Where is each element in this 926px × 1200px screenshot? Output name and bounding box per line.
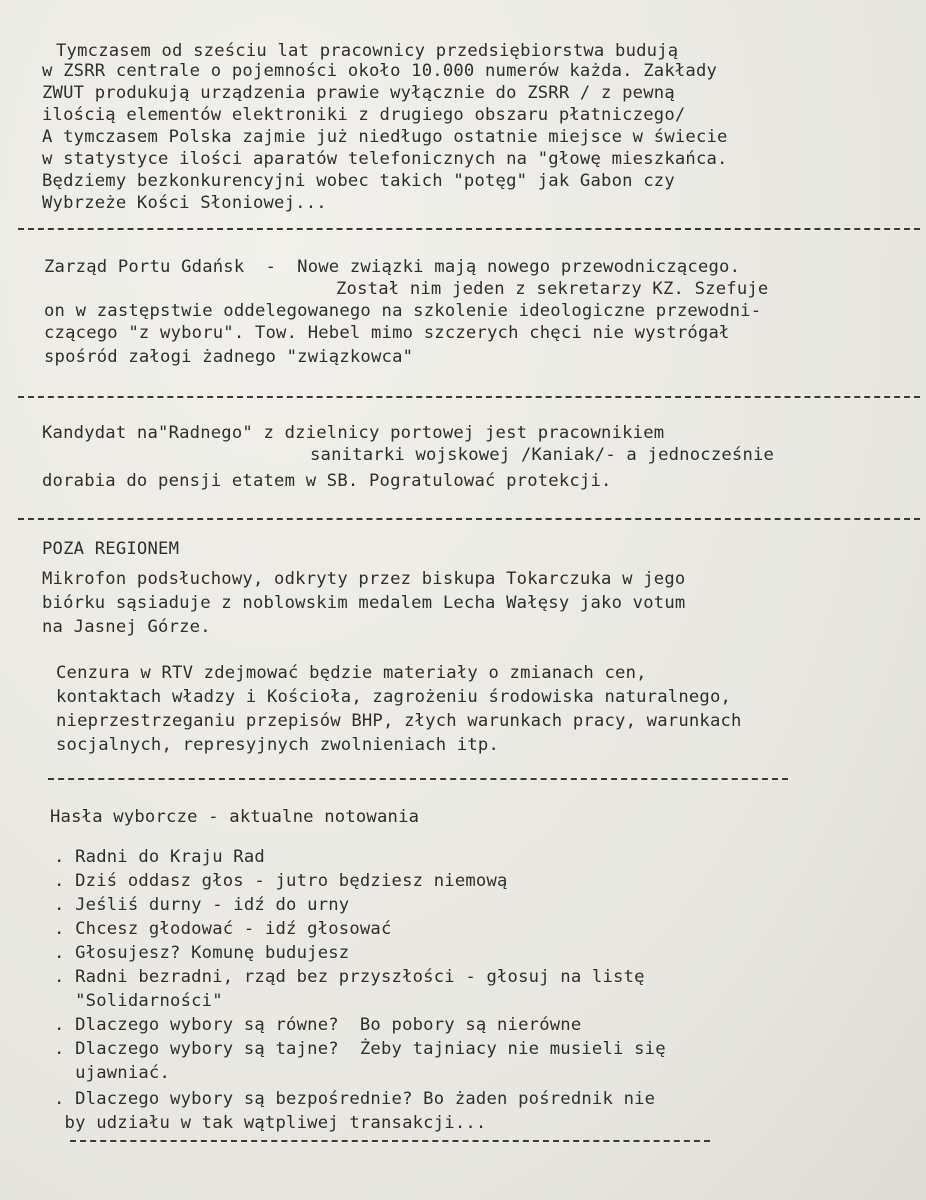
text-line: ilością elementów elektroniki z drugiego obszaru płatniczego/ (42, 105, 686, 125)
text-line: spośród załogi żadnego "związkowca" (44, 347, 414, 367)
slogan-item: . Radni bezradni, rząd bez przyszłości - głosuj na listę (54, 967, 645, 987)
dashed-divider (48, 778, 788, 780)
slogan-item: "Solidarności" (54, 991, 223, 1011)
text-line: w statystyce ilości aparatów telefonicznych na "głowę mieszkańca. (42, 149, 728, 169)
text-line: on w zastępstwie oddelegowanego na szkolenie ideologiczne przewodni- (44, 301, 762, 321)
dashed-divider (70, 1140, 710, 1142)
slogan-item: . Chcesz głodować - idź głosować (54, 919, 392, 939)
text-line: Tymczasem od sześciu lat pracownicy przedsiębiorstwa budują (56, 41, 679, 61)
text-line: czącego "z wyboru". Tow. Hebel mimo szczerych chęci nie wystrógał (44, 323, 730, 343)
text-line: kontaktach władzy i Kościoła, zagrożeniu środowiska naturalnego, (56, 687, 732, 707)
slogan-item: . Dlaczego wybory są bezpośrednie? Bo żaden pośrednik nie (54, 1089, 656, 1109)
slogan-item: . Dziś oddasz głos - jutro będziesz niemową (54, 871, 508, 891)
section-heading: POZA REGIONEM (42, 539, 180, 559)
slogan-item: ujawniać. (54, 1063, 171, 1083)
slogan-item: . Dlaczego wybory są tajne? Żeby tajniacy nie musieli się (54, 1039, 666, 1059)
text-line: Kandydat na"Radnego" z dzielnicy portowej jest pracownikiem (42, 423, 665, 443)
slogan-item: . Jeśliś durny - idź do urny (54, 895, 350, 915)
text-line: Zarząd Portu Gdańsk - Nowe związki mają nowego przewodniczącego. (44, 257, 741, 277)
text-line: Wybrzeże Kości Słoniowej... (42, 193, 327, 213)
text-line: Mikrofon podsłuchowy, odkryty przez biskupa Tokarczuka w jego (42, 569, 686, 589)
text-line: Będziemy bezkonkurencyjni wobec takich "potęg" jak Gabon czy (42, 171, 675, 191)
slogan-item: . Głosujesz? Komunę budujesz (54, 943, 350, 963)
slogan-item: . Dlaczego wybory są równe? Bo pobory są nierówne (54, 1015, 582, 1035)
text-line: ZWUT produkują urządzenia prawie wyłącznie do ZSRR / z pewną (42, 83, 675, 103)
slogans-heading: Hasła wyborcze - aktualne notowania (50, 807, 420, 827)
text-line: dorabia do pensji etatem w SB. Pogratulować protekcji. (42, 471, 612, 491)
text-line: socjalnych, represyjnych zwolnieniach itp. (56, 735, 500, 755)
dashed-divider (18, 518, 920, 520)
text-line: biórku sąsiaduje z noblowskim medalem Lecha Wałęsy jako votum (42, 593, 686, 613)
text-line: na Jasnej Górze. (42, 617, 211, 637)
text-line: nieprzestrzeganiu przepisów BHP, złych warunkach pracy, warunkach (56, 711, 742, 731)
slogan-item: . Radni do Kraju Rad (54, 847, 265, 867)
text-line: sanitarki wojskowej /Kaniak/- a jednocześnie (310, 445, 775, 465)
slogan-item: by udziału w tak wątpliwej transakcji... (54, 1113, 487, 1133)
dashed-divider (18, 396, 920, 398)
text-line: w ZSRR centrale o pojemności około 10.000 numerów każda. Zakłady (42, 61, 718, 81)
text-line: Został nim jeden z sekretarzy KZ. Szefuje (336, 279, 769, 299)
dashed-divider (18, 228, 920, 230)
text-line: A tymczasem Polska zajmie już niedługo ostatnie miejsce w świecie (42, 127, 728, 147)
text-line: Cenzura w RTV zdejmować będzie materiały o zmianach cen, (56, 663, 647, 683)
